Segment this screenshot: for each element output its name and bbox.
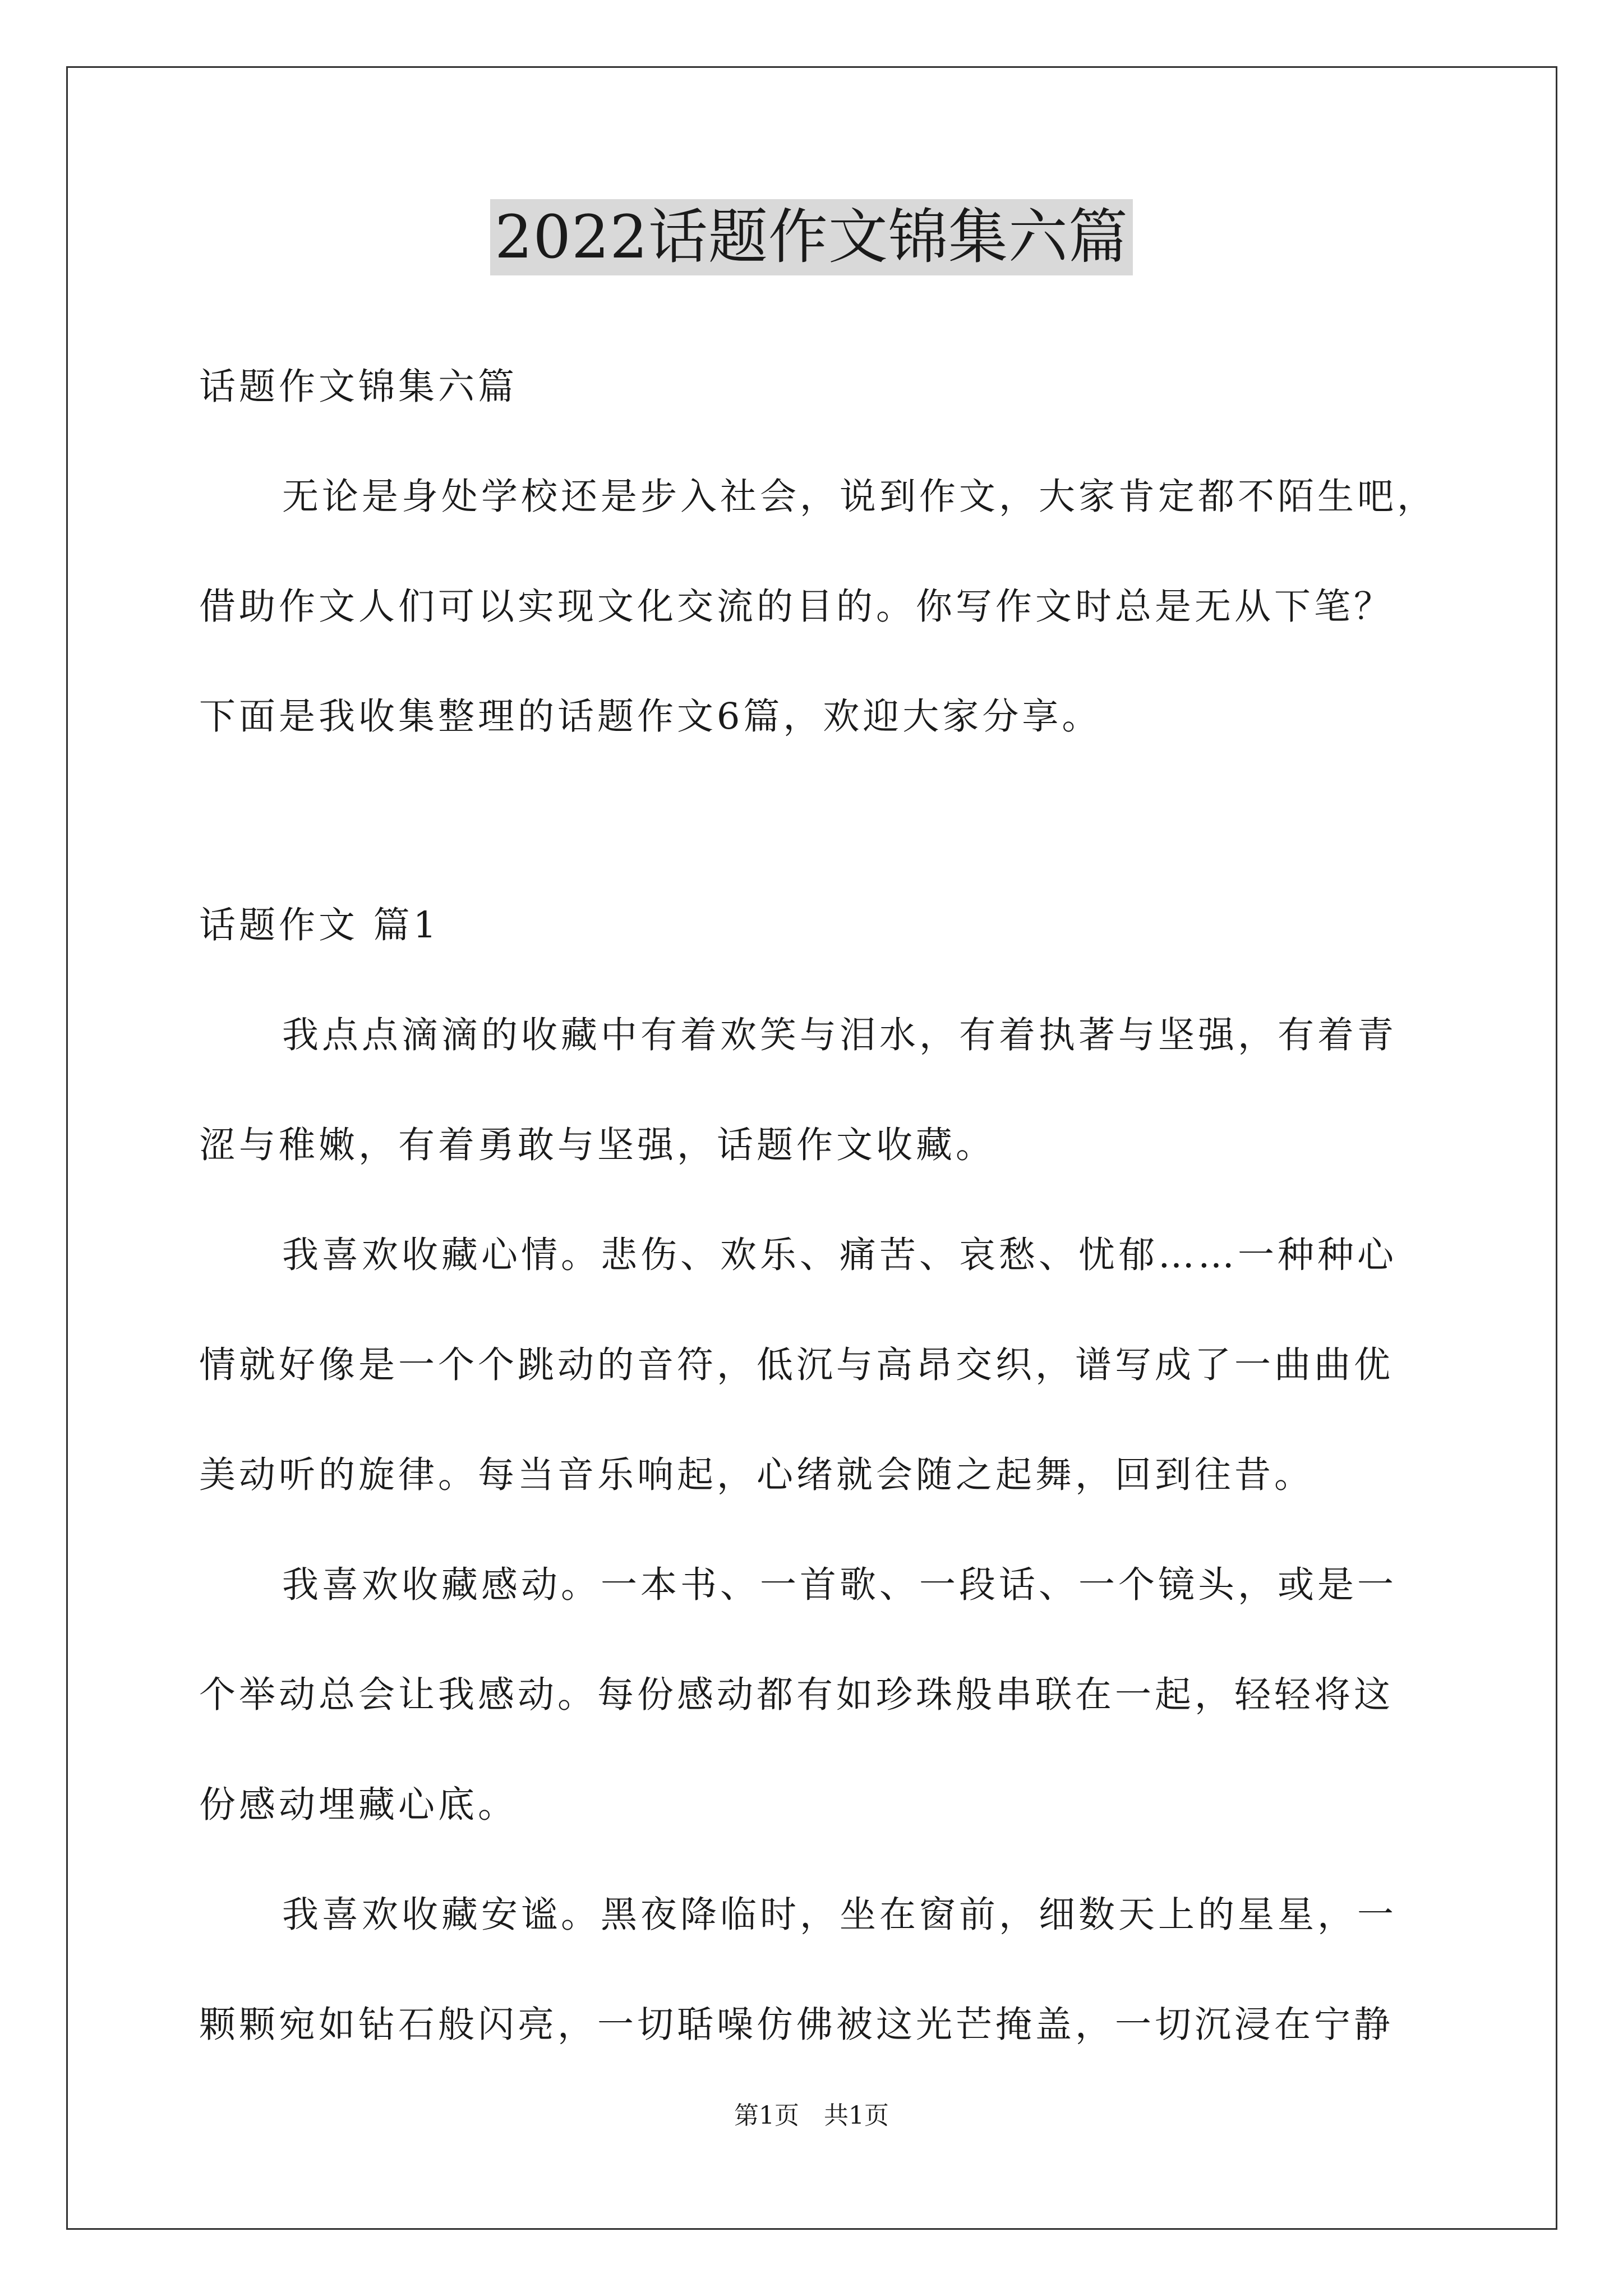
paragraph-line: 我喜欢收藏安谧。黑夜降临时，坐在窗前，细数天上的星星，一 — [282, 1894, 1398, 1936]
paragraph-line: 我喜欢收藏心情。悲伤、欢乐、痛苦、哀愁、忧郁……一种种心 — [282, 1234, 1398, 1276]
subtitle: 话题作文锦集六篇 — [199, 366, 518, 408]
paragraph-line: 美动听的旋律。每当音乐响起，心绪就会随之起舞，回到往昔。 — [199, 1454, 1315, 1496]
paragraph-line: 颗颗宛如钻石般闪亮，一切聒噪仿佛被这光芒掩盖，一切沉浸在宁静 — [199, 2004, 1394, 2046]
paragraph-line: 我喜欢收藏感动。一本书、一首歌、一段话、一个镜头，或是一 — [282, 1564, 1398, 1606]
intro-line: 借助作文人们可以实现文化交流的目的。你写作文时总是无从下笔？ — [199, 586, 1394, 628]
intro-line: 无论是身处学校还是步入社会，说到作文，大家肯定都不陌生吧， — [282, 476, 1437, 518]
page-footer — [0, 2095, 1623, 2131]
page-total: 共1页 — [824, 2101, 889, 2130]
title-container — [0, 199, 1623, 275]
paragraph-line: 涩与稚嫩，有着勇敢与坚强，话题作文收藏。 — [199, 1124, 996, 1166]
paragraph-line: 情就好像是一个个跳动的音符，低沉与高昂交织，谱写成了一曲曲优 — [199, 1344, 1394, 1386]
paragraph-line: 份感动埋藏心底。 — [199, 1784, 518, 1826]
section-heading: 话题作文 篇1 — [199, 904, 440, 946]
paragraph-line: 个举动总会让我感动。每份感动都有如珍珠般串联在一起，轻轻将这 — [199, 1674, 1394, 1716]
paragraph-line: 我点点滴滴的收藏中有着欢笑与泪水，有着执著与坚强，有着青 — [282, 1014, 1398, 1056]
document-title: 2022话题作文锦集六篇 — [490, 199, 1133, 275]
page-number: 第1页 — [734, 2101, 799, 2130]
intro-line: 下面是我收集整理的话题作文6篇，欢迎大家分享。 — [199, 696, 1102, 738]
